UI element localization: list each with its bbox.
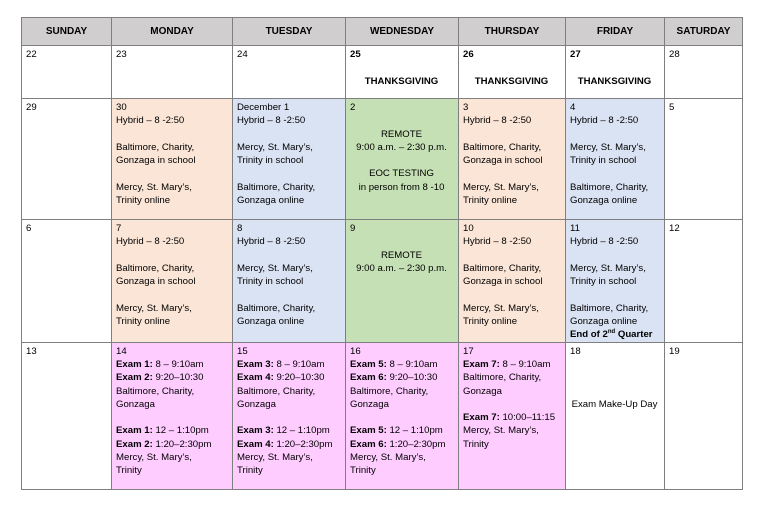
schedule-line: Hybrid – 8 -2:50: [237, 115, 306, 127]
day-number: 18: [570, 345, 581, 357]
schedule-line: 9:00 a.m. – 2:30 p.m.: [356, 141, 447, 153]
holiday-label: THANKSGIVING: [474, 76, 549, 88]
day-cell: [233, 342, 346, 489]
weekday-header-row: [22, 18, 743, 46]
schedule-line: Mercy, St. Mary’s,: [116, 452, 192, 464]
day-number: 15: [237, 345, 248, 357]
exam-line: Exam 3: 8 – 9:10am: [237, 358, 325, 370]
day-cell: [22, 220, 112, 343]
exam-line: Exam 6: 9:20–10:30: [350, 372, 438, 384]
day-cell: [22, 342, 112, 489]
schedule-line: Trinity in school: [570, 276, 637, 288]
schedule-line: Trinity: [350, 465, 376, 477]
schedule-line: Baltimore, Charity,: [116, 262, 195, 274]
day-number: 2: [350, 102, 356, 113]
schedule-line: Mercy, St. Mary’s,: [463, 181, 539, 193]
schedule-line: Mercy, St. Mary’s,: [237, 141, 313, 153]
schedule-line: Mercy, St. Mary’s,: [463, 425, 539, 437]
schedule-line: Gonzaga: [350, 398, 389, 410]
holiday-label: THANKSGIVING: [577, 76, 652, 88]
schedule-line: Hybrid – 8 -2:50: [116, 236, 185, 248]
day-number: 4: [570, 102, 576, 113]
schedule-line: Mercy, St. Mary’s,: [116, 181, 192, 193]
day-cell: [22, 46, 112, 99]
day-number: 10: [463, 223, 474, 234]
schedule-line: Gonzaga online: [237, 195, 305, 207]
schedule-line: Trinity: [463, 438, 489, 450]
day-number: December 1: [237, 102, 290, 113]
day-cell: [112, 342, 233, 489]
day-number: 6: [26, 223, 32, 234]
day-number: 27: [570, 49, 581, 60]
makeup-day-label: Exam Make-Up Day: [571, 398, 658, 410]
exam-line: Exam 3: 12 – 1:10pm: [237, 425, 330, 437]
schedule-line: Trinity online: [463, 195, 518, 207]
day-cell: [112, 220, 233, 343]
day-number: 9: [350, 223, 356, 234]
header-friday: FRIDAY: [566, 18, 665, 46]
day-cell: [665, 220, 743, 343]
header-saturday: SATURDAY: [665, 18, 743, 46]
schedule-line: Baltimore, Charity,: [237, 181, 316, 193]
schedule-line: Gonzaga in school: [116, 155, 196, 167]
calendar-table: [21, 17, 743, 490]
schedule-line: Gonzaga online: [237, 316, 305, 328]
exam-line: Exam 2: 9:20–10:30: [116, 372, 204, 384]
day-number: 22: [26, 49, 37, 60]
day-number: 16: [350, 345, 361, 357]
schedule-line: Mercy, St. Mary’s,: [570, 141, 646, 153]
schedule-line: Mercy, St. Mary’s,: [237, 452, 313, 464]
schedule-line: REMOTE: [380, 128, 423, 140]
exam-line: Exam 1: 8 – 9:10am: [116, 358, 204, 370]
day-number: 30: [116, 102, 127, 113]
schedule-line: Trinity in school: [237, 276, 304, 288]
day-number: 29: [26, 102, 37, 113]
day-cell: [566, 342, 665, 489]
day-number: 26: [463, 49, 474, 60]
day-number: 19: [669, 345, 680, 357]
schedule-line: Hybrid – 8 -2:50: [116, 115, 185, 127]
day-number: 17: [463, 345, 474, 357]
day-number: 8: [237, 223, 243, 234]
day-cell: [112, 99, 233, 220]
schedule-line: Mercy, St. Mary’s,: [463, 302, 539, 314]
day-number: 7: [116, 223, 122, 234]
day-cell: [346, 342, 459, 489]
schedule-line: EOC TESTING: [369, 168, 434, 180]
exam-line: Exam 7: 8 – 9:10am: [463, 358, 551, 370]
day-cell: [566, 46, 665, 99]
day-cell: [566, 99, 665, 220]
schedule-line: Trinity online: [116, 195, 171, 207]
day-number: 23: [116, 49, 127, 60]
exam-line: Exam 5: 8 – 9:10am: [350, 358, 438, 370]
schedule-line: Gonzaga online: [570, 316, 638, 328]
schedule-line: REMOTE: [380, 249, 423, 261]
quarter-end-label: End of 2nd Quarter: [570, 329, 653, 341]
schedule-line: Mercy, St. Mary’s,: [116, 302, 192, 314]
schedule-line: Baltimore, Charity,: [350, 385, 429, 397]
schedule-line: Baltimore, Charity,: [237, 302, 316, 314]
schedule-line: Gonzaga online: [570, 195, 638, 207]
day-cell: [459, 99, 566, 220]
header-monday: MONDAY: [112, 18, 233, 46]
day-number: 5: [669, 102, 675, 113]
schedule-line: Trinity in school: [237, 155, 304, 167]
schedule-line: Trinity: [116, 465, 142, 477]
schedule-line: Mercy, St. Mary’s,: [570, 262, 646, 274]
schedule-line: Gonzaga in school: [463, 276, 543, 288]
schedule-line: 9:00 a.m. – 2:30 p.m.: [356, 262, 447, 274]
schedule-line: Trinity online: [463, 316, 518, 328]
schedule-line: Hybrid – 8 -2:50: [570, 115, 639, 127]
day-cell: [233, 46, 346, 99]
exam-line: Exam 7: 10:00–11:15: [463, 412, 556, 424]
day-cell: [459, 342, 566, 489]
schedule-line: Gonzaga: [237, 398, 276, 410]
schedule-line: Hybrid – 8 -2:50: [237, 236, 306, 248]
day-number: 12: [669, 223, 680, 234]
exam-line: Exam 2: 1:20–2:30pm: [116, 438, 212, 450]
schedule-line: Hybrid – 8 -2:50: [570, 236, 639, 248]
schedule-line: in person from 8 -10: [358, 181, 445, 193]
schedule-line: Trinity online: [116, 316, 171, 328]
schedule-line: Hybrid – 8 -2:50: [463, 236, 532, 248]
day-cell: [566, 220, 665, 343]
day-number: 13: [26, 345, 37, 357]
exam-line: Exam 5: 12 – 1:10pm: [350, 425, 443, 437]
schedule-line: Baltimore, Charity,: [570, 181, 649, 193]
day-cell: [22, 99, 112, 220]
schedule-line: Gonzaga in school: [116, 276, 196, 288]
day-cell: [346, 99, 459, 220]
week-row-4: [22, 342, 743, 489]
exam-line: Exam 6: 1:20–2:30pm: [350, 438, 446, 450]
day-cell: [233, 220, 346, 343]
day-number: 28: [669, 49, 680, 60]
header-thursday: THURSDAY: [459, 18, 566, 46]
day-number: 14: [116, 345, 127, 357]
day-cell: [233, 99, 346, 220]
schedule-line: Baltimore, Charity,: [463, 372, 542, 384]
schedule-line: Trinity in school: [570, 155, 637, 167]
schedule-line: Trinity: [237, 465, 263, 477]
header-sunday: SUNDAY: [22, 18, 112, 46]
week-row-2: [22, 99, 743, 220]
schedule-line: Baltimore, Charity,: [463, 262, 542, 274]
exam-line: Exam 4: 9:20–10:30: [237, 372, 325, 384]
schedule-line: Gonzaga in school: [463, 155, 543, 167]
schedule-line: Baltimore, Charity,: [237, 385, 316, 397]
day-cell: [665, 46, 743, 99]
schedule-line: Gonzaga: [463, 385, 502, 397]
day-cell: [459, 46, 566, 99]
header-tuesday: TUESDAY: [233, 18, 346, 46]
header-wednesday: WEDNESDAY: [346, 18, 459, 46]
day-number: 25: [350, 49, 361, 60]
schedule-line: Gonzaga: [116, 398, 155, 410]
schedule-line: Baltimore, Charity,: [570, 302, 649, 314]
day-number: 3: [463, 102, 469, 113]
day-cell: [665, 99, 743, 220]
day-cell: [665, 342, 743, 489]
holiday-label: THANKSGIVING: [364, 76, 439, 88]
exam-line: Exam 4: 1:20–2:30pm: [237, 438, 333, 450]
schedule-line: Mercy, St. Mary’s,: [350, 452, 426, 464]
schedule-line: Baltimore, Charity,: [116, 141, 195, 153]
schedule-line: Baltimore, Charity,: [116, 385, 195, 397]
week-row-1: [22, 46, 743, 99]
week-row-3: [22, 220, 743, 343]
day-cell: [346, 220, 459, 343]
schedule-line: Mercy, St. Mary’s,: [237, 262, 313, 274]
exam-line: Exam 1: 12 – 1:10pm: [116, 425, 209, 437]
day-number: 24: [237, 49, 248, 60]
day-cell: [346, 46, 459, 99]
schedule-line: Hybrid – 8 -2:50: [463, 115, 532, 127]
schedule-line: Baltimore, Charity,: [463, 141, 542, 153]
day-cell: [112, 46, 233, 99]
day-cell: [459, 220, 566, 343]
day-number: 11: [570, 223, 580, 234]
